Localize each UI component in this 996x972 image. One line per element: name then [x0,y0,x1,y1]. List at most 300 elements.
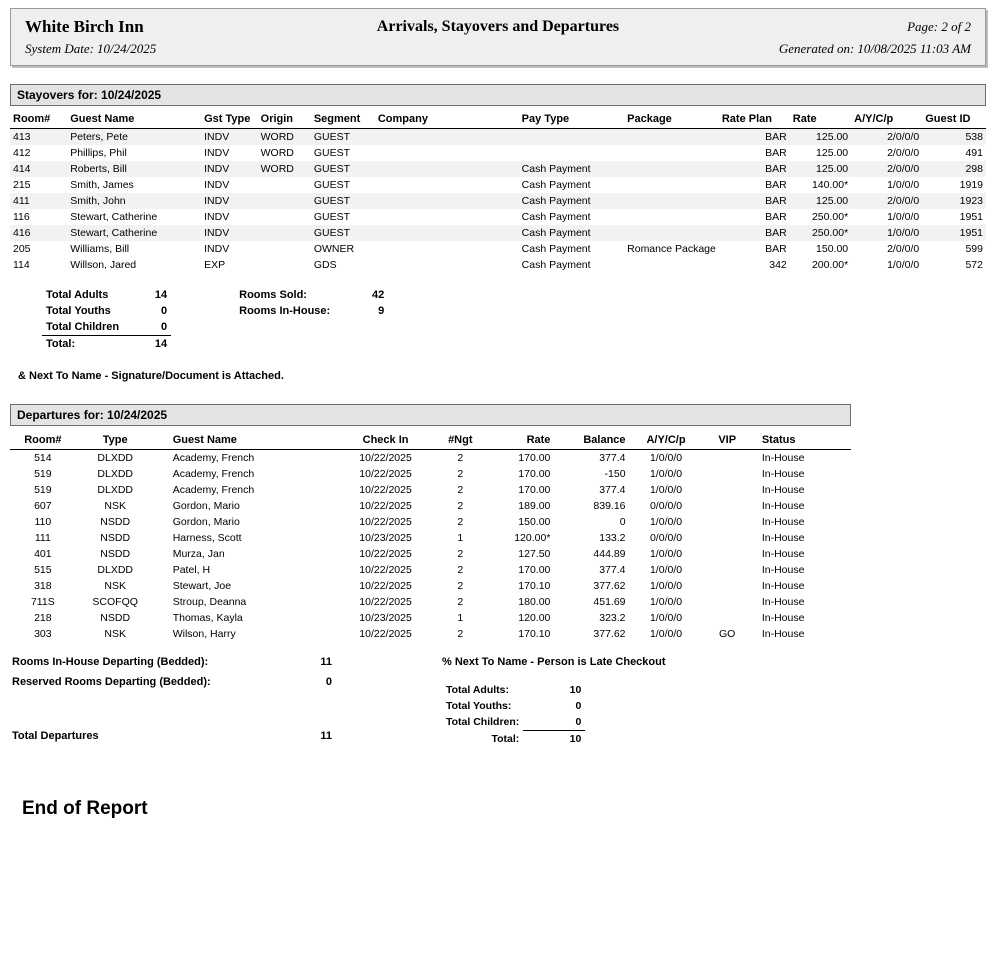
cell-type: DLXDD [97,452,133,464]
cell-origin: WORD [258,161,311,177]
total-departures-row [12,730,372,742]
total-departures-label: Total Departures [12,730,99,742]
cell-pay-type: Cash Payment [521,243,591,255]
cell-nights: 2 [457,484,464,496]
cell-company [375,145,519,161]
table-row [10,129,986,146]
cell-guest: Academy, French [172,484,255,496]
dep-total-row [442,731,585,748]
cell-vip [703,530,752,546]
header-top-row [11,17,985,37]
cell-ayc: 2/0/0/0 [887,243,920,255]
totals-row-adults [42,287,388,303]
cell-rate: 127.50 [518,548,551,560]
cell-balance: 323.2 [599,612,626,624]
report-title: Arrivals, Stayovers and Departures [376,18,620,35]
header-bottom-row [11,41,985,57]
system-date-value: 10/24/2025 [97,41,157,56]
cell-rate: 170.00 [518,452,551,464]
stayovers-totals-table [42,287,388,352]
cell-guest: Gordon, Mario [172,500,240,512]
cell-balance: 451.69 [593,596,626,608]
cell-check-in: 10/22/2025 [359,580,412,592]
cell-rate-plan: BAR [765,211,787,223]
cell-rate: 150.00 [816,243,849,255]
cell-package [624,161,719,177]
col-origin: Origin [258,112,311,129]
cell-guest-id: 1919 [959,179,983,191]
cell-vip [703,578,752,594]
cell-guest: Williams, Bill [70,243,130,255]
cell-room: 205 [13,243,31,255]
cell-status: In-House [761,612,805,624]
cell-room: 514 [34,452,52,464]
cell-check-in: 10/22/2025 [359,564,412,576]
cell-room: 318 [34,580,52,592]
cell-ayc: 1/0/0/0 [649,516,683,528]
cell-rate-plan: BAR [719,129,790,146]
totals-blank-4 [334,336,388,353]
stayovers-totals [42,287,996,352]
cell-rate: 125.00 [790,129,851,146]
cell-rate: 140.00* [811,179,849,191]
cell-ayc: 1/0/0/0 [649,580,683,592]
cell-type: NSK [104,628,126,640]
reserved-rooms-departing-row [12,676,372,688]
late-checkout-note: % Next To Name - Person is Late Checkout [442,656,666,668]
cell-rate: 125.00 [790,161,851,177]
cell-guest-id: 599 [965,243,983,255]
cell-type: NSDD [100,548,131,560]
cell-nights: 2 [457,580,464,592]
cell-balance: 444.89 [593,548,626,560]
cell-pay-type: Cash Payment [519,193,624,209]
stayovers-footnote: & Next To Name - Signature/Document is Attached. [18,370,284,382]
departures-footer-right [442,656,666,747]
cell-origin [258,177,311,193]
table-row [10,514,851,530]
totals-row-total [42,336,388,353]
cell-check-in: 10/22/2025 [359,516,412,528]
cell-vip: GO [719,628,736,640]
cell-guest: Smith, James [70,179,134,191]
cell-ayc: 1/0/0/0 [649,596,683,608]
departures-section [0,404,996,776]
cell-guest: Stroup, Deanna [172,596,247,608]
cell-check-in: 10/22/2025 [359,596,412,608]
dep-total-children-value: 0 [575,716,582,728]
cell-company [375,161,519,177]
cell-vip [703,450,752,467]
cell-vip [703,610,752,626]
cell-segment: GUEST [313,211,350,223]
table-row [10,209,986,225]
cell-gst-type: INDV [204,243,230,255]
cell-rate-plan: BAR [765,147,787,159]
cell-nights: 2 [457,596,464,608]
totals-blank-2 [334,319,388,336]
totals-spacer [171,303,235,319]
cell-room: 519 [34,484,52,496]
cell-room: 116 [13,211,30,223]
col-rate: Rate [487,432,554,450]
cell-balance: 377.4 [599,564,626,576]
dep-total-adults-row [442,682,585,698]
cell-package [624,193,719,209]
dep-total-value: 10 [523,731,585,748]
cell-package [624,209,719,225]
cell-pay-type: Cash Payment [521,211,591,223]
cell-segment: OWNER [313,243,355,255]
rooms-sold-value: 42 [371,289,385,301]
cell-type: NSK [104,580,126,592]
cell-room: 416 [10,225,67,241]
cell-company [375,193,519,209]
cell-origin [258,193,311,209]
cell-pay-type [519,129,624,146]
col-room: Room# [10,432,76,450]
rooms-in-house-departing-row [12,656,372,668]
cell-ayc: 0/0/0/0 [649,532,683,544]
cell-status: In-House [761,580,805,592]
col-guest-id: Guest ID [922,112,986,129]
cell-type: NSDD [100,612,131,624]
cell-origin: WORD [260,147,294,159]
dep-total-youths-value: 0 [575,700,582,712]
cell-ayc: 1/0/0/0 [887,259,920,271]
cell-vip [703,482,752,498]
cell-rate-plan: BAR [719,225,790,241]
cell-balance: 377.4 [599,452,626,464]
cell-room: 401 [34,548,52,560]
dep-total-adults-value: 10 [569,684,582,696]
cell-room: 414 [10,161,67,177]
cell-pay-type: Cash Payment [521,259,591,271]
cell-rate: 120.00* [514,532,551,544]
departures-footer-left [12,656,372,696]
cell-nights: 1 [457,612,464,624]
cell-status: In-House [761,596,805,608]
page-number: Page: 2 of 2 [907,19,971,34]
reserved-rooms-departing-label: Reserved Rooms Departing (Bedded): [12,676,211,688]
system-date-cell [11,41,332,57]
cell-origin [258,209,311,225]
cell-type: DLXDD [97,564,133,576]
cell-room: 413 [10,129,67,146]
table-row [10,610,851,626]
rooms-sold-label: Rooms Sold: [239,289,307,301]
cell-balance: 0 [619,516,626,528]
cell-room: 411 [10,193,67,209]
cell-check-in: 10/22/2025 [359,452,412,464]
cell-nights: 2 [457,452,464,464]
col-segment: Segment [311,112,375,129]
report-header [10,8,986,66]
cell-guest: Peters, Pete [67,129,201,146]
col-rate-plan: Rate Plan [719,112,790,129]
table-row [10,498,851,514]
cell-company [375,177,519,193]
page-number-cell [664,19,985,35]
cell-check-in: 10/23/2025 [359,612,412,624]
cell-room: 218 [34,612,52,624]
cell-company [375,257,519,273]
cell-room: 215 [13,179,31,191]
cell-gst-type: INDV [201,129,258,146]
cell-type: NSK [104,500,126,512]
departures-section-header: Departures for: 10/24/2025 [10,404,851,426]
cell-ayc: 1/0/0/0 [851,225,922,241]
cell-ayc: 1/0/0/0 [887,211,920,223]
cell-guest-id: 491 [965,147,983,159]
totals-spacer [171,319,235,336]
departures-table [10,432,851,642]
total-adults-label: Total Adults [46,289,109,301]
cell-guest: Willson, Jared [70,259,137,271]
cell-nights: 2 [457,500,464,512]
cell-rate-plan: BAR [719,161,790,177]
totals-row-children [42,319,388,336]
cell-gst-type: EXP [204,259,226,271]
cell-guest-id: 538 [922,129,986,146]
cell-room: 515 [34,564,52,576]
cell-check-in: 10/23/2025 [359,532,412,544]
table-row [10,626,851,642]
totals-spacer [171,287,235,303]
system-date-label: System Date: [25,41,94,56]
cell-package: Romance Package [627,243,716,255]
cell-rate: 170.10 [518,628,551,640]
cell-origin: WORD [258,129,311,146]
table-row [10,450,851,467]
cell-ayc: 1/0/0/0 [649,564,683,576]
cell-type: NSDD [100,532,131,544]
dep-total-adults-label: Total Adults: [446,684,509,696]
cell-nights: 1 [457,532,464,544]
cell-check-in: 10/22/2025 [359,628,412,640]
cell-room: 111 [34,532,51,544]
total-youths-label: Total Youths [46,305,111,317]
col-nights: #Ngt [434,432,488,450]
totals-spacer [171,336,235,353]
dep-total-youths-label: Total Youths: [446,700,512,712]
cell-vip [703,514,752,530]
cell-check-in: 10/22/2025 [359,468,412,480]
table-row [10,177,986,193]
cell-status: In-House [761,532,805,544]
total-youths-value: 0 [161,305,168,317]
cell-ayc: 1/0/0/0 [649,628,683,640]
cell-ayc: 2/0/0/0 [851,193,922,209]
cell-rate: 170.00 [518,468,551,480]
cell-rate: 189.00 [518,500,551,512]
cell-rate: 150.00 [518,516,551,528]
cell-check-in: 10/22/2025 [359,500,412,512]
generated-on-cell [664,41,985,57]
table-row [10,161,986,177]
col-package: Package [624,112,719,129]
cell-room: 114 [13,259,30,271]
cell-ayc: 1/0/0/0 [887,179,920,191]
cell-guest-id: 1923 [922,193,986,209]
cell-guest-id: 1951 [922,225,986,241]
cell-nights: 2 [457,548,464,560]
totals-row-youths [42,303,388,319]
cell-rate: 170.00 [518,564,551,576]
cell-guest: Thomas, Kayla [172,612,243,624]
cell-pay-type: Cash Payment [519,161,624,177]
cell-nights: 2 [457,564,464,576]
cell-gst-type: INDV [201,225,258,241]
cell-guest: Stewart, Catherine [67,225,201,241]
col-ayc: A/Y/C/p [630,432,703,450]
cell-rate: 250.00* [790,225,851,241]
cell-guest-id: 1951 [959,211,983,223]
col-check-in: Check In [338,432,434,450]
cell-package [624,225,719,241]
dep-total-youths-row [442,698,585,714]
cell-ayc: 1/0/0/0 [649,484,683,496]
cell-status: In-House [761,484,805,496]
cell-pay-type [519,145,624,161]
table-row [10,466,851,482]
col-gst-type: Gst Type [201,112,258,129]
cell-origin [258,257,311,273]
cell-segment: GUEST [311,225,375,241]
col-room: Room# [10,112,67,129]
cell-balance: 377.4 [599,484,626,496]
cell-status: In-House [761,548,805,560]
rooms-in-house-departing-label: Rooms In-House Departing (Bedded): [12,656,209,668]
col-guest: Guest Name [155,432,338,450]
cell-package [624,145,719,161]
cell-rate-plan: BAR [719,193,790,209]
rooms-in-house-value: 9 [378,305,385,317]
cell-gst-type: INDV [204,179,230,191]
cell-pay-type: Cash Payment [521,179,591,191]
cell-gst-type: INDV [201,193,258,209]
cell-guest-id: 572 [965,259,983,271]
cell-segment: GUEST [311,161,375,177]
dep-total-label: Total: [491,732,520,745]
cell-room: 412 [13,147,31,159]
hotel-name-cell [11,17,332,37]
cell-guest: Academy, French [172,452,255,464]
table-row [10,145,986,161]
table-row [10,530,851,546]
cell-origin [258,241,311,257]
cell-vip [703,466,752,482]
departures-footer [10,656,986,776]
totals-blank-3 [235,336,334,353]
cell-rate: 170.00 [518,484,551,496]
cell-room: 519 [34,468,52,480]
reserved-rooms-departing-value: 0 [325,676,332,688]
totals-blank [235,319,334,336]
table-row [10,578,851,594]
cell-ayc: 2/0/0/0 [887,147,920,159]
col-vip: VIP [703,432,752,450]
cell-ayc: 2/0/0/0 [851,161,922,177]
col-rate: Rate [790,112,851,129]
cell-room: 110 [34,516,52,528]
cell-package [624,177,719,193]
cell-balance: -150 [604,468,626,480]
stayovers-section-header: Stayovers for: 10/24/2025 [10,84,986,106]
cell-balance: 377.62 [593,580,626,592]
table-row [10,241,986,257]
cell-type: SCOFQQ [92,596,138,608]
col-type: Type [76,432,155,450]
hotel-name: White Birch Inn [25,17,144,36]
cell-ayc: 1/0/0/0 [649,468,683,480]
generated-on-value: 10/08/2025 11:03 AM [857,41,971,56]
cell-nights: 2 [457,628,464,640]
cell-guest: Smith, John [67,193,201,209]
cell-guest: Gordon, Mario [172,516,240,528]
cell-type: NSDD [100,516,131,528]
cell-origin [258,225,311,241]
cell-vip [703,594,752,610]
total-departures-value: 11 [320,730,332,742]
cell-rate: 250.00* [811,211,849,223]
cell-guest: Academy, French [172,468,255,480]
cell-vip [703,562,752,578]
cell-segment: GDS [313,259,337,271]
total-children-label: Total Children [46,321,120,333]
table-row [10,257,986,273]
cell-guest: Harness, Scott [172,532,242,544]
cell-status: In-House [761,452,805,464]
cell-nights: 2 [457,516,464,528]
generated-on-label: Generated on: [778,41,855,56]
end-of-report: End of Report [22,798,148,819]
cell-package [624,129,719,146]
cell-rate: 170.10 [518,580,551,592]
cell-status: In-House [761,516,805,528]
total-children-value: 0 [161,321,168,333]
cell-check-in: 10/22/2025 [359,484,412,496]
table-row [10,594,851,610]
cell-ayc: 1/0/0/0 [649,548,683,560]
cell-guest: Roberts, Bill [67,161,201,177]
cell-status: In-House [761,468,805,480]
cell-check-in: 10/22/2025 [359,548,412,560]
cell-company [375,241,519,257]
cell-ayc: 0/0/0/0 [649,500,683,512]
cell-rate-plan: 342 [769,259,787,271]
cell-ayc: 1/0/0/0 [649,452,683,464]
cell-rate: 120.00 [518,612,551,624]
cell-pay-type: Cash Payment [519,225,624,241]
total-adults-value: 14 [154,289,168,301]
cell-room: 303 [34,628,52,640]
col-ayc: A/Y/C/p [851,112,922,129]
table-row [10,225,986,241]
rooms-in-house-departing-value: 11 [320,656,332,668]
cell-guest: Stewart, Joe [172,580,232,592]
cell-guest: Patel, H [172,564,211,576]
cell-gst-type: INDV [204,211,230,223]
cell-status: In-House [761,628,805,640]
cell-segment: GUEST [313,179,350,191]
table-row [10,546,851,562]
cell-ayc: 1/0/0/0 [649,612,683,624]
departures-header-row [10,432,851,450]
col-pay-type: Pay Type [519,112,624,129]
col-company: Company [375,112,519,129]
cell-package [624,257,719,273]
